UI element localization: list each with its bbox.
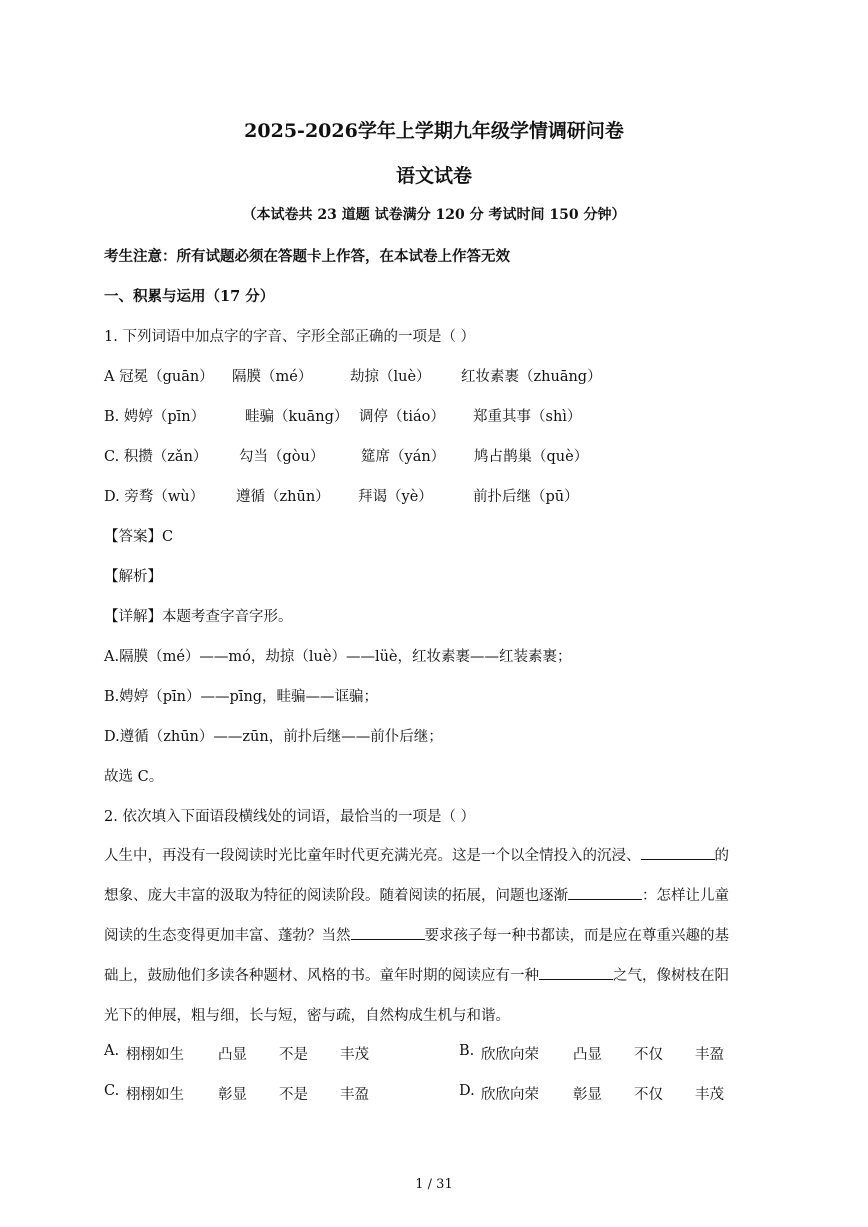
exam-title: 2025-2026学年上学期九年级学情调研问卷 (244, 120, 624, 142)
option-word: 丰盈 (340, 1087, 369, 1103)
passage-line: 阅读的生态变得更加丰富、蓬勃？当然 要求孩子每一种书都读，而是应在尊重兴趣的基 (104, 924, 768, 945)
option-word: 欣欣向荣 (481, 1047, 539, 1063)
option-word: 欣欣向荣 (481, 1087, 539, 1103)
fill-blank (641, 845, 715, 860)
option-item: 筵席（yán） (361, 449, 446, 465)
option-word: 栩栩如生 (126, 1047, 184, 1063)
option-letter: A. (104, 1043, 120, 1059)
option-word: 不仅 (634, 1047, 663, 1063)
option-item: 前扑后继（pū） (473, 489, 579, 505)
page-number: 1 / 31 (415, 1177, 453, 1192)
option-word: 不仅 (634, 1087, 663, 1103)
option-word: 不是 (279, 1047, 308, 1063)
passage-line: 础上，鼓励他们多读各种题材、风格的书。童年时期的阅读应有一种 之气，像树枝在阳 (104, 964, 768, 985)
option-letter: B. (459, 1043, 475, 1059)
option-item: B. 娉婷（pīn） (104, 409, 206, 425)
option-word: 不是 (279, 1087, 308, 1103)
option-word: 彰显 (218, 1087, 247, 1103)
option-word: 凸显 (218, 1047, 247, 1063)
question-1-stem: 1. 下列词语中加点字的字音、字形全部正确的一项是（ ） (104, 329, 476, 345)
explanation-line: A.隔膜（mé）——mó，劫掠（luè）——lüè，红妆素裹——红装素裹； (104, 649, 572, 665)
option-word: 彰显 (573, 1087, 602, 1103)
option-word: 栩栩如生 (126, 1087, 184, 1103)
detail-label: 【详解】本题考查字音字形。 (104, 609, 293, 625)
explanation-line: 故选 C。 (104, 769, 164, 785)
option-word: 丰盈 (695, 1047, 724, 1063)
fill-blank (539, 965, 613, 980)
option-item: 红妆素裹（zhuāng） (461, 369, 602, 385)
option-item: 郑重其事（shì） (473, 409, 582, 425)
question-2-stem: 2. 依次填入下面语段横线处的词语，最恰当的一项是（ ） (104, 809, 476, 825)
fill-blank (568, 885, 642, 900)
passage-line: 光下的伸展，粗与细，长与短，密与疏，自然构成生机与和谐。 (104, 1008, 510, 1024)
option-item: 劫掠（luè） (350, 369, 431, 385)
answer-label: 【答案】C (104, 529, 174, 545)
option-item: 鸠占鹊巢（què） (474, 449, 589, 465)
section-heading: 一、积累与运用（17 分） (104, 288, 275, 305)
option-word: 丰茂 (340, 1047, 369, 1063)
analysis-label: 【解析】 (104, 569, 162, 585)
explanation-line: B.娉婷（pīn）——pīng，畦骗——诓骗； (104, 689, 379, 705)
notice: 考生注意：所有试题必须在答题卡上作答，在本试卷上作答无效 (104, 248, 510, 265)
fill-blank (351, 925, 425, 940)
option-letter: C. (104, 1083, 120, 1099)
option-item: 调停（tiáo） (359, 409, 445, 425)
passage-line: 人生中，再没有一段阅读时光比童年时代更充满光亮。这是一个以全情投入的沉浸、 的 (104, 844, 768, 865)
option-item: 畦骗（kuāng） (245, 409, 349, 425)
option-item: A 冠冕（guān） (104, 369, 214, 385)
exam-subtitle: 语文试卷 (395, 165, 472, 187)
option-item: 勾当（gòu） (239, 449, 325, 465)
option-word: 凸显 (573, 1047, 602, 1063)
option-item: D. 旁骛（wù） (104, 489, 205, 505)
option-letter: D. (459, 1083, 475, 1099)
option-word: 丰茂 (695, 1087, 724, 1103)
exam-info: （本试卷共 23 道题 试卷满分 120 分 考试时间 150 分钟） (242, 207, 626, 223)
option-item: C. 积攒（zǎn） (104, 449, 208, 465)
option-item: 隔膜（mé） (232, 369, 313, 385)
passage-line: 想象、庞大丰富的汲取为特征的阅读阶段。随着阅读的拓展，问题也逐渐 ：怎样让儿童 (104, 884, 768, 905)
option-item: 拜谒（yè） (358, 489, 433, 505)
explanation-line: D.遵循（zhūn）——zūn，前扑后继——前仆后继； (104, 729, 443, 745)
option-item: 遵循（zhūn） (236, 489, 330, 505)
